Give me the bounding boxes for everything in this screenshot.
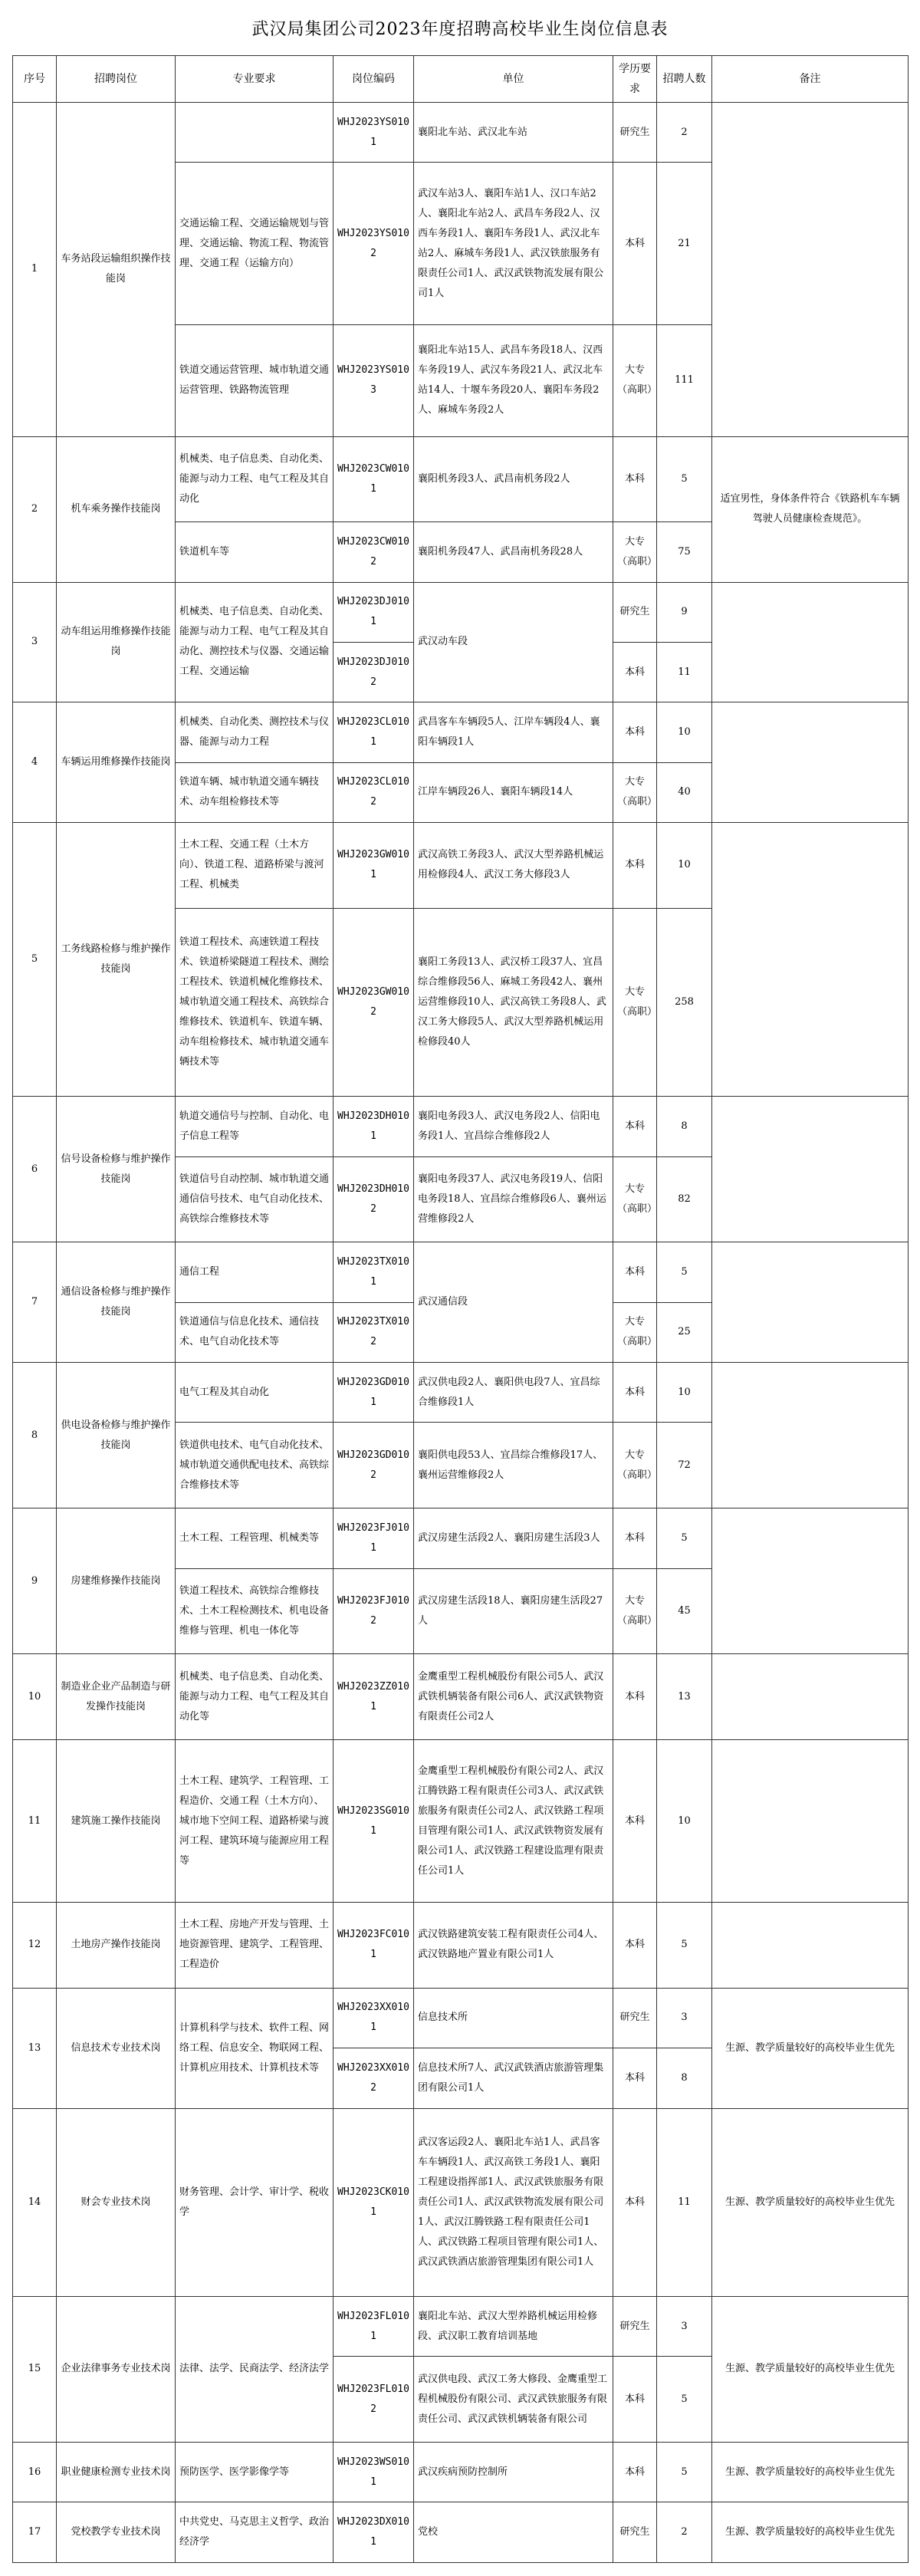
position-code: WHJ2023CL0102 — [334, 762, 414, 822]
row-number: 12 — [13, 1903, 57, 1989]
major-requirement: 铁道工程技术、高速铁道工程技术、铁道桥梁隧道工程技术、测绘工程技术、铁道机械化维修技术、城市轨道交通工程技术、高铁综合维修技术、铁道机车、铁道车辆、动车组检修技术、城市轨道交通车辆技术等 — [176, 908, 334, 1096]
position-code: WHJ2023TX0101 — [334, 1242, 414, 1302]
table-row — [13, 1363, 909, 1423]
header-row — [13, 56, 909, 103]
position-name: 工务线路检修与维护操作技能岗 — [57, 823, 176, 1097]
position-name: 房建维修操作技能岗 — [57, 1508, 176, 1654]
table-row — [13, 582, 909, 642]
unit-name: 武昌客车车辆段5人、江岸车辆段4人、襄阳车辆段1人 — [414, 702, 613, 762]
position-code: WHJ2023CW0102 — [334, 522, 414, 582]
major-requirement: 土木工程、工程管理、机械类等 — [176, 1508, 334, 1568]
hire-count: 13 — [657, 1654, 712, 1740]
education-requirement: 研究生 — [613, 582, 657, 642]
position-code: WHJ2023CL0101 — [334, 702, 414, 762]
row-number: 17 — [13, 2502, 57, 2563]
unit-name: 武汉客运段2人、襄阳北车站1人、武昌客车车辆段1人、武汉高铁工务段1人、襄阳工程建设指挥部1人、武汉武铁旅服务有限责任公司1人、武汉武铁物流发展有限公司1人、武汉江腾铁路工程有限责任公司1人、武汉铁路工程项目管理有限公司1人、武汉武铁酒店旅游管理集团有限公司1人 — [414, 2108, 613, 2296]
position-name: 土地房产操作技能岗 — [57, 1903, 176, 1989]
major-requirement: 计算机科学与技术、软件工程、网络工程、信息安全、物联网工程、计算机应用技术、计算机技术等 — [176, 1988, 334, 2108]
row-number: 1 — [13, 103, 57, 437]
remark — [712, 1097, 909, 1242]
remark — [712, 1740, 909, 1903]
education-requirement: 本科 — [613, 163, 657, 325]
position-name: 职业健康检测专业技术岗 — [57, 2443, 176, 2502]
education-requirement: 本科 — [613, 642, 657, 702]
table-row — [13, 436, 909, 522]
unit-name: 武汉铁路建筑安装工程有限责任公司4人、武汉铁路地产置业有限公司1人 — [414, 1903, 613, 1989]
remark: 生源、教学质量较好的高校毕业生优先 — [712, 2108, 909, 2296]
major-requirement: 机械类、电子信息类、自动化类、能源与动力工程、电气工程及其自动化 — [176, 436, 334, 522]
education-requirement: 大专（高职） — [613, 1302, 657, 1362]
table-row — [13, 1988, 909, 2048]
header-no: 序号 — [13, 56, 57, 103]
position-name: 信号设备检修与维护操作技能岗 — [57, 1097, 176, 1242]
hire-count: 9 — [657, 582, 712, 642]
hire-count: 3 — [657, 1988, 712, 2048]
unit-name: 武汉动车段 — [414, 582, 613, 702]
unit-name: 武汉供电段2人、襄阳供电段7人、宜昌综合维修段1人 — [414, 1363, 613, 1423]
table-row — [13, 1903, 909, 1989]
position-name: 动车组运用维修操作技能岗 — [57, 582, 176, 702]
education-requirement: 本科 — [613, 2443, 657, 2502]
unit-name: 襄阳机务段47人、武昌南机务段28人 — [414, 522, 613, 582]
position-code: WHJ2023YS0103 — [334, 325, 414, 436]
row-number: 3 — [13, 582, 57, 702]
hire-count: 10 — [657, 823, 712, 909]
major-requirement: 土木工程、房地产开发与管理、土地资源管理、建筑学、工程管理、工程造价 — [176, 1903, 334, 1989]
major-requirement: 铁道信号自动控制、城市轨道交通通信信号技术、电气自动化技术、高铁综合维修技术等 — [176, 1156, 334, 1242]
major-requirement: 财务管理、会计学、审计学、税收学 — [176, 2108, 334, 2296]
major-requirement: 机械类、电子信息类、自动化类、能源与动力工程、电气工程及其自动化、测控技术与仪器、交通运输工程、交通运输 — [176, 582, 334, 702]
hire-count: 25 — [657, 1302, 712, 1362]
unit-name: 武汉车站3人、襄阳车站1人、汉口车站2人、襄阳北车站2人、武昌车务段2人、汉西车务段1人、襄阳车务段1人、武汉北车站2人、麻城车务段1人、武汉铁旅服务有限责任公司1人、武汉武铁物流发展有限公司1人 — [414, 163, 613, 325]
education-requirement: 本科 — [613, 1508, 657, 1568]
major-requirement: 电气工程及其自动化 — [176, 1363, 334, 1423]
unit-name: 襄阳供电段53人、宜昌综合维修段17人、襄州运营维修段2人 — [414, 1423, 613, 1508]
major-requirement — [176, 103, 334, 163]
row-number: 13 — [13, 1988, 57, 2108]
position-code: WHJ2023CK0101 — [334, 2108, 414, 2296]
position-code: WHJ2023CW0101 — [334, 436, 414, 522]
major-requirement: 机械类、电子信息类、自动化类、能源与动力工程、电气工程及其自动化等 — [176, 1654, 334, 1740]
major-requirement: 铁道通信与信息化技术、通信技术、电气自动化技术等 — [176, 1302, 334, 1362]
remark — [712, 823, 909, 1097]
education-requirement: 大专（高职） — [613, 1423, 657, 1508]
row-number: 6 — [13, 1097, 57, 1242]
education-requirement: 大专（高职） — [613, 522, 657, 582]
position-code: WHJ2023DH0102 — [334, 1156, 414, 1242]
remark: 适宜男性，身体条件符合《铁路机车车辆驾驶人员健康检查规范》。 — [712, 436, 909, 582]
position-code: WHJ2023ZZ0101 — [334, 1654, 414, 1740]
row-number: 4 — [13, 702, 57, 823]
remark: 生源、教学质量较好的高校毕业生优先 — [712, 2502, 909, 2563]
hire-count: 5 — [657, 436, 712, 522]
position-name: 财会专业技术岗 — [57, 2108, 176, 2296]
unit-name: 武汉供电段、武汉工务大修段、金鹰重型工程机械股份有限公司、武汉武铁旅服务有限责任公司、武汉武铁机辆装备有限公司 — [414, 2357, 613, 2443]
position-code: WHJ2023GW0102 — [334, 908, 414, 1096]
row-number: 2 — [13, 436, 57, 582]
position-code: WHJ2023DJ0102 — [334, 642, 414, 702]
header-position: 招聘岗位 — [57, 56, 176, 103]
remark — [712, 582, 909, 702]
table-row — [13, 702, 909, 762]
education-requirement: 本科 — [613, 1097, 657, 1156]
education-requirement: 本科 — [613, 1242, 657, 1302]
hire-count: 5 — [657, 2357, 712, 2443]
table-row — [13, 1740, 909, 1903]
position-code: WHJ2023FL0102 — [334, 2357, 414, 2443]
position-code: WHJ2023FL0101 — [334, 2296, 414, 2356]
major-requirement: 铁道车辆、城市轨道交通车辆技术、动车组检修技术等 — [176, 762, 334, 822]
position-name: 机车乘务操作技能岗 — [57, 436, 176, 582]
position-code: WHJ2023DH0101 — [334, 1097, 414, 1156]
hire-count: 11 — [657, 2108, 712, 2296]
education-requirement: 本科 — [613, 1654, 657, 1740]
header-count: 招聘人数 — [657, 56, 712, 103]
row-number: 7 — [13, 1242, 57, 1363]
hire-count: 111 — [657, 325, 712, 436]
unit-name: 金鹰重型工程机械股份有限公司2人、武汉江腾铁路工程有限责任公司3人、武汉武铁旅服务有限责任公司2人、武汉铁路工程项目管理有限公司1人、武汉武铁物资发展有限公司1人、武汉铁路工程建设监理有限责任公司1人 — [414, 1740, 613, 1903]
remark — [712, 1508, 909, 1654]
hire-count: 10 — [657, 1740, 712, 1903]
position-code: WHJ2023SG0101 — [334, 1740, 414, 1903]
education-requirement: 本科 — [613, 2357, 657, 2443]
remark — [712, 1363, 909, 1508]
remark: 生源、教学质量较好的高校毕业生优先 — [712, 2296, 909, 2442]
remark — [712, 1903, 909, 1989]
table-row — [13, 2296, 909, 2356]
header-note: 备注 — [712, 56, 909, 103]
hire-count: 8 — [657, 1097, 712, 1156]
row-number: 14 — [13, 2108, 57, 2296]
header-major: 专业要求 — [176, 56, 334, 103]
header-code: 岗位编码 — [334, 56, 414, 103]
unit-name: 党校 — [414, 2502, 613, 2563]
education-requirement: 大专（高职） — [613, 1568, 657, 1654]
education-requirement: 研究生 — [613, 103, 657, 163]
position-code: WHJ2023XX0102 — [334, 2048, 414, 2108]
education-requirement: 本科 — [613, 1363, 657, 1423]
position-name: 党校教学专业技术岗 — [57, 2502, 176, 2563]
position-name: 供电设备检修与维护操作技能岗 — [57, 1363, 176, 1508]
major-requirement: 轨道交通信号与控制、自动化、电子信息工程等 — [176, 1097, 334, 1156]
hire-count: 258 — [657, 908, 712, 1096]
row-number: 11 — [13, 1740, 57, 1903]
position-code: WHJ2023DX0101 — [334, 2502, 414, 2563]
position-name: 制造业企业产品制造与研发操作技能岗 — [57, 1654, 176, 1740]
hire-count: 82 — [657, 1156, 712, 1242]
table-row — [13, 103, 909, 163]
education-requirement: 研究生 — [613, 2296, 657, 2356]
remark: 生源、教学质量较好的高校毕业生优先 — [712, 1988, 909, 2108]
education-requirement: 大专（高职） — [613, 762, 657, 822]
major-requirement: 中共党史、马克思主义哲学、政治经济学 — [176, 2502, 334, 2563]
hire-count: 72 — [657, 1423, 712, 1508]
position-code: WHJ2023YS0101 — [334, 103, 414, 163]
hire-count: 5 — [657, 1903, 712, 1989]
unit-name: 武汉通信段 — [414, 1242, 613, 1363]
position-code: WHJ2023GD0102 — [334, 1423, 414, 1508]
table-row — [13, 1242, 909, 1302]
education-requirement: 本科 — [613, 1903, 657, 1989]
unit-name: 襄阳工务段13人、武汉桥工段37人、宜昌综合维修段56人、麻城工务段42人、襄州运营维修段10人、武汉高铁工务段8人、武汉工务大修段5人、武汉大型养路机械运用检修段40人 — [414, 908, 613, 1096]
unit-name: 武汉疾病预防控制所 — [414, 2443, 613, 2502]
position-name: 企业法律事务专业技术岗 — [57, 2296, 176, 2442]
major-requirement: 铁道工程技术、高铁综合维修技术、土木工程检测技术、机电设备维修与管理、机电一体化等 — [176, 1568, 334, 1654]
hire-count: 5 — [657, 1508, 712, 1568]
education-requirement: 研究生 — [613, 2502, 657, 2563]
major-requirement: 预防医学、医学影像学等 — [176, 2443, 334, 2502]
row-number: 5 — [13, 823, 57, 1097]
unit-name: 襄阳电务段3人、武汉电务段2人、信阳电务段1人、宜昌综合维修段2人 — [414, 1097, 613, 1156]
unit-name: 襄阳电务段37人、武汉电务段19人、信阳电务段18人、宜昌综合维修段6人、襄州运营维修段2人 — [414, 1156, 613, 1242]
major-requirement: 土木工程、交通工程（土木方向）、铁道工程、道路桥梁与渡河工程、机械类 — [176, 823, 334, 909]
major-requirement: 土木工程、建筑学、工程管理、工程造价、交通工程（土木方向）、城市地下空间工程、道路桥梁与渡河工程、建筑环境与能源应用工程等 — [176, 1740, 334, 1903]
remark — [712, 1654, 909, 1740]
education-requirement: 研究生 — [613, 1988, 657, 2048]
remark: 生源、教学质量较好的高校毕业生优先 — [712, 2443, 909, 2502]
remark — [712, 1242, 909, 1363]
hire-count: 10 — [657, 702, 712, 762]
unit-name: 信息技术所7人、武汉武铁酒店旅游管理集团有限公司1人 — [414, 2048, 613, 2108]
major-requirement: 铁道交通运营管理、城市轨道交通运营管理、铁路物流管理 — [176, 325, 334, 436]
unit-name: 武汉高铁工务段3人、武汉大型养路机械运用检修段4人、武汉工务大修段3人 — [414, 823, 613, 909]
hire-count: 5 — [657, 1242, 712, 1302]
education-requirement: 大专（高职） — [613, 325, 657, 436]
hire-count: 10 — [657, 1363, 712, 1423]
position-code: WHJ2023XX0101 — [334, 1988, 414, 2048]
unit-name: 襄阳机务段3人、武昌南机务段2人 — [414, 436, 613, 522]
table-row — [13, 1097, 909, 1156]
position-code: WHJ2023TX0102 — [334, 1302, 414, 1362]
position-name: 通信设备检修与维护操作技能岗 — [57, 1242, 176, 1363]
hire-count: 8 — [657, 2048, 712, 2108]
education-requirement: 本科 — [613, 1740, 657, 1903]
remark — [712, 103, 909, 437]
hire-count: 45 — [657, 1568, 712, 1654]
hire-count: 5 — [657, 2443, 712, 2502]
education-requirement: 本科 — [613, 823, 657, 909]
education-requirement: 大专（高职） — [613, 908, 657, 1096]
header-education: 学历要求 — [613, 56, 657, 103]
hire-count: 21 — [657, 163, 712, 325]
position-name: 车务站段运输组织操作技能岗 — [57, 103, 176, 437]
position-code: WHJ2023FC0101 — [334, 1903, 414, 1989]
remark — [712, 702, 909, 823]
position-name: 建筑施工操作技能岗 — [57, 1740, 176, 1903]
hire-count: 40 — [657, 762, 712, 822]
unit-name: 襄阳北车站、武汉大型养路机械运用检修段、武汉职工教育培训基地 — [414, 2296, 613, 2356]
hire-count: 2 — [657, 2502, 712, 2563]
major-requirement: 铁道机车等 — [176, 522, 334, 582]
unit-name: 武汉房建生活段2人、襄阳房建生活段3人 — [414, 1508, 613, 1568]
hire-count: 2 — [657, 103, 712, 163]
position-code: WHJ2023YS0102 — [334, 163, 414, 325]
hire-count: 3 — [657, 2296, 712, 2356]
header-unit: 单位 — [414, 56, 613, 103]
table-row — [13, 1654, 909, 1740]
position-code: WHJ2023DJ0101 — [334, 582, 414, 642]
position-code: WHJ2023WS0101 — [334, 2443, 414, 2502]
hire-count: 11 — [657, 642, 712, 702]
unit-name: 信息技术所 — [414, 1988, 613, 2048]
row-number: 8 — [13, 1363, 57, 1508]
row-number: 15 — [13, 2296, 57, 2442]
row-number: 10 — [13, 1654, 57, 1740]
table-body — [13, 103, 909, 2563]
table-row — [13, 2443, 909, 2502]
table-row — [13, 1508, 909, 1568]
education-requirement: 大专（高职） — [613, 1156, 657, 1242]
document-title: 武汉局集团公司2023年度招聘高校毕业生岗位信息表 — [251, 19, 669, 39]
position-code: WHJ2023FJ0101 — [334, 1508, 414, 1568]
education-requirement: 本科 — [613, 436, 657, 522]
position-code: WHJ2023GD0101 — [334, 1363, 414, 1423]
unit-name: 襄阳北车站、武汉北车站 — [414, 103, 613, 163]
education-requirement: 本科 — [613, 2108, 657, 2296]
table-row — [13, 2108, 909, 2296]
unit-name: 武汉房建生活段18人、襄阳房建生活段27人 — [414, 1568, 613, 1654]
row-number: 16 — [13, 2443, 57, 2502]
unit-name: 襄阳北车站15人、武昌车务段18人、汉西车务段19人、武汉车务段21人、武汉北车站14人、十堰车务段20人、襄阳车务段2人、麻城车务段2人 — [414, 325, 613, 436]
major-requirement: 交通运输工程、交通运输规划与管理、交通运输、物流工程、物流管理、交通工程（运输方向） — [176, 163, 334, 325]
recruitment-table — [12, 55, 909, 2563]
row-number: 9 — [13, 1508, 57, 1654]
major-requirement: 通信工程 — [176, 1242, 334, 1302]
table-row — [13, 2502, 909, 2563]
table-row — [13, 823, 909, 909]
education-requirement: 本科 — [613, 702, 657, 762]
unit-name: 江岸车辆段26人、襄阳车辆段14人 — [414, 762, 613, 822]
major-requirement: 法律、法学、民商法学、经济法学 — [176, 2296, 334, 2442]
unit-name: 金鹰重型工程机械股份有限公司5人、武汉武铁机辆装备有限公司6人、武汉武铁物资有限责任公司2人 — [414, 1654, 613, 1740]
position-code: WHJ2023FJ0102 — [334, 1568, 414, 1654]
position-name: 车辆运用维修操作技能岗 — [57, 702, 176, 823]
position-code: WHJ2023GW0101 — [334, 823, 414, 909]
education-requirement: 本科 — [613, 2048, 657, 2108]
major-requirement: 铁道供电技术、电气自动化技术、城市轨道交通供配电技术、高铁综合维修技术等 — [176, 1423, 334, 1508]
position-name: 信息技术专业技术岗 — [57, 1988, 176, 2108]
major-requirement: 机械类、自动化类、测控技术与仪器、能源与动力工程 — [176, 702, 334, 762]
hire-count: 75 — [657, 522, 712, 582]
